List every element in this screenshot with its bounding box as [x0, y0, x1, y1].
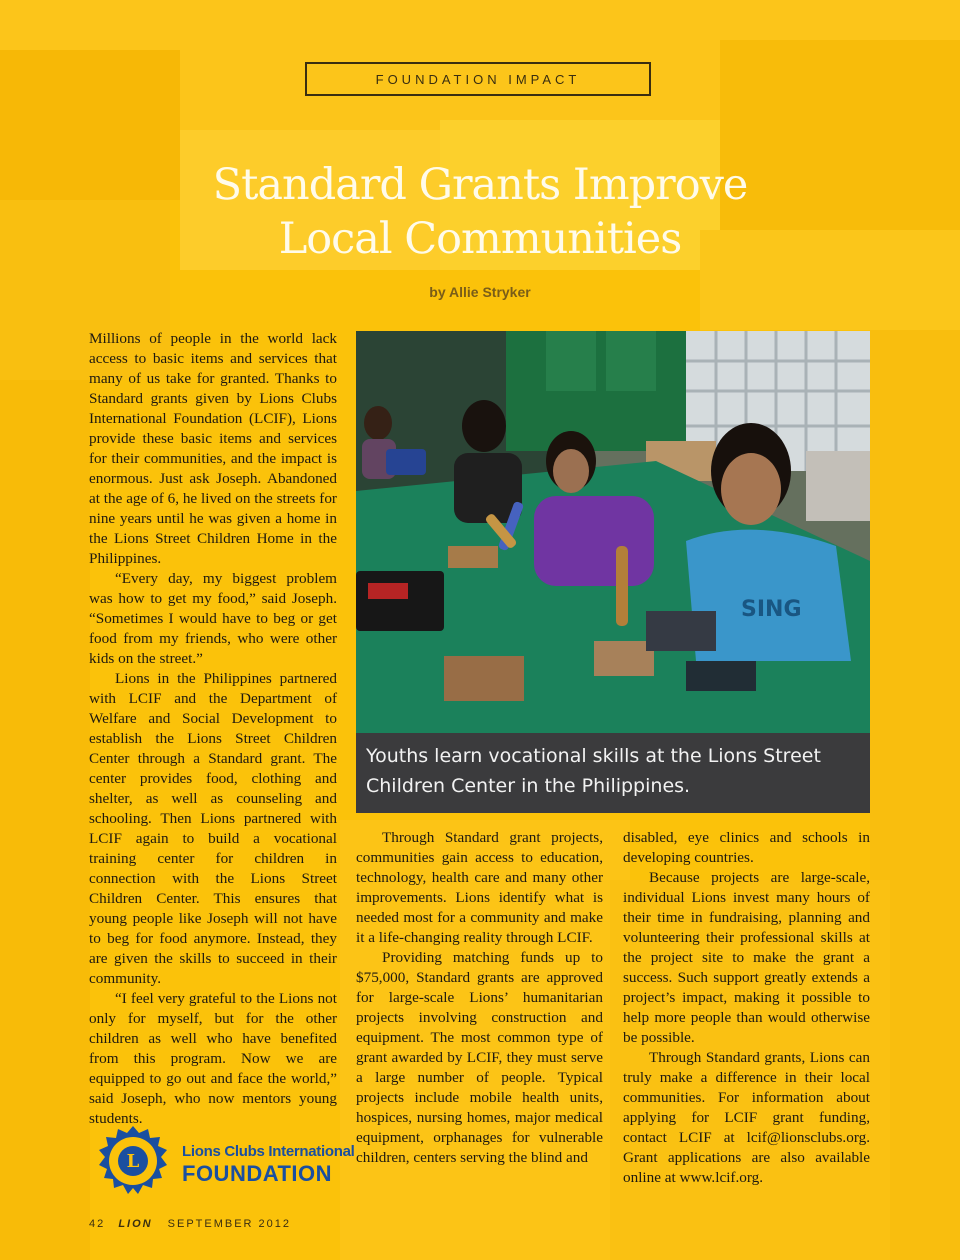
logo-foundation: FOUNDATION	[182, 1161, 333, 1186]
paragraph: disabled, eye clinics and schools in developing countries.	[623, 829, 870, 866]
paragraph: Through Standard grants, Lions can truly make a difference in their local communities. For information about applying for LCIF grant funding, contact LCIF at lcif@lionsclubs.org. Grant applications are also available online at www.lcif.org.	[623, 1049, 870, 1186]
page-number: 42	[89, 1218, 106, 1230]
article-title	[120, 158, 840, 266]
article-photo	[356, 331, 870, 733]
paragraph: Because projects are large-scale, individual Lions invest many hours of their time in fundraising, planning and volunteering their professional skills at the project site to make the grant a success. Such support greatly extends a project’s impact, making it possible to help more people than would otherwise be possible.	[623, 869, 870, 1046]
paragraph: Lions in the Philippines partnered with LCIF and the Department of Welfare and Social Development to establish the Lions Street Children Center through a Standard grant. The center provides food, clothing and shelter, as well as counseling and schooling. Then Lions partnered with LCIF again to build a vocational training center for children in connection with the Lions Street Children Center. This ensures that young people like Joseph will not have to beg for food anymore. Instead, they are given the skills to succeed in their community.	[89, 670, 337, 987]
paragraph: Through Standard grant projects, communities gain access to education, technology, health care and many other improvements. Lions identify what is needed most for a community and make it a life-changing reality through LCIF.	[356, 829, 603, 946]
byline: by Allie Stryker	[429, 284, 531, 300]
section-label: FOUNDATION IMPACT	[305, 62, 651, 96]
svg-text:L: L	[126, 1151, 140, 1172]
issue-date: SEPTEMBER 2012	[167, 1218, 292, 1230]
lions-seal-icon	[95, 1125, 171, 1197]
body-column-3	[623, 828, 870, 1188]
magazine-name: LION	[118, 1218, 153, 1230]
body-column-2	[356, 828, 603, 1168]
svg-text:SING: SING	[741, 597, 802, 622]
photo-caption: Youths learn vocational skills at the Lions Street Children Center in the Philippines.	[356, 733, 870, 813]
logo-name: Lions Clubs International	[182, 1143, 355, 1160]
title-line-1: Standard Grants Improve	[212, 160, 748, 210]
paragraph: “Every day, my biggest problem was how to get my food,” said Joseph. “Sometimes I would have to beg or get food from my friends, who were other kids on the street.”	[89, 570, 337, 667]
paragraph: Providing matching funds up to $75,000, Standard grants are approved for large-scale Lions’ humanitarian projects involving construction and equipment. The most common type of grant awarded by LCIF, they must serve a large number of people. Typical projects include mobile health units, hospices, nursing homes, major medical equipment, orphanages for vulnerable children, centers serving the blind and	[356, 949, 603, 1166]
body-column-1	[89, 329, 337, 1129]
page-footer	[89, 1218, 291, 1230]
paragraph: Millions of people in the world lack access to basic items and services that many of us take for granted. Thanks to Standard grants given by Lions Clubs International Foundation (LCIF), Lions provide these basic items and services for their communities, and the impact is enormous. Just ask Joseph. Abandoned at the age of 6, he lived on the streets for nine years until he was given a home in the Lions Street Children Home in the Philippines.	[89, 330, 337, 567]
title-line-2: Local Communities	[278, 214, 682, 264]
paragraph: “I feel very grateful to the Lions not only for myself, but for the other children as well who have benefited from this program. Now we are equipped to go out and face the world,” said Joseph, who now mentors young students.	[89, 990, 337, 1127]
